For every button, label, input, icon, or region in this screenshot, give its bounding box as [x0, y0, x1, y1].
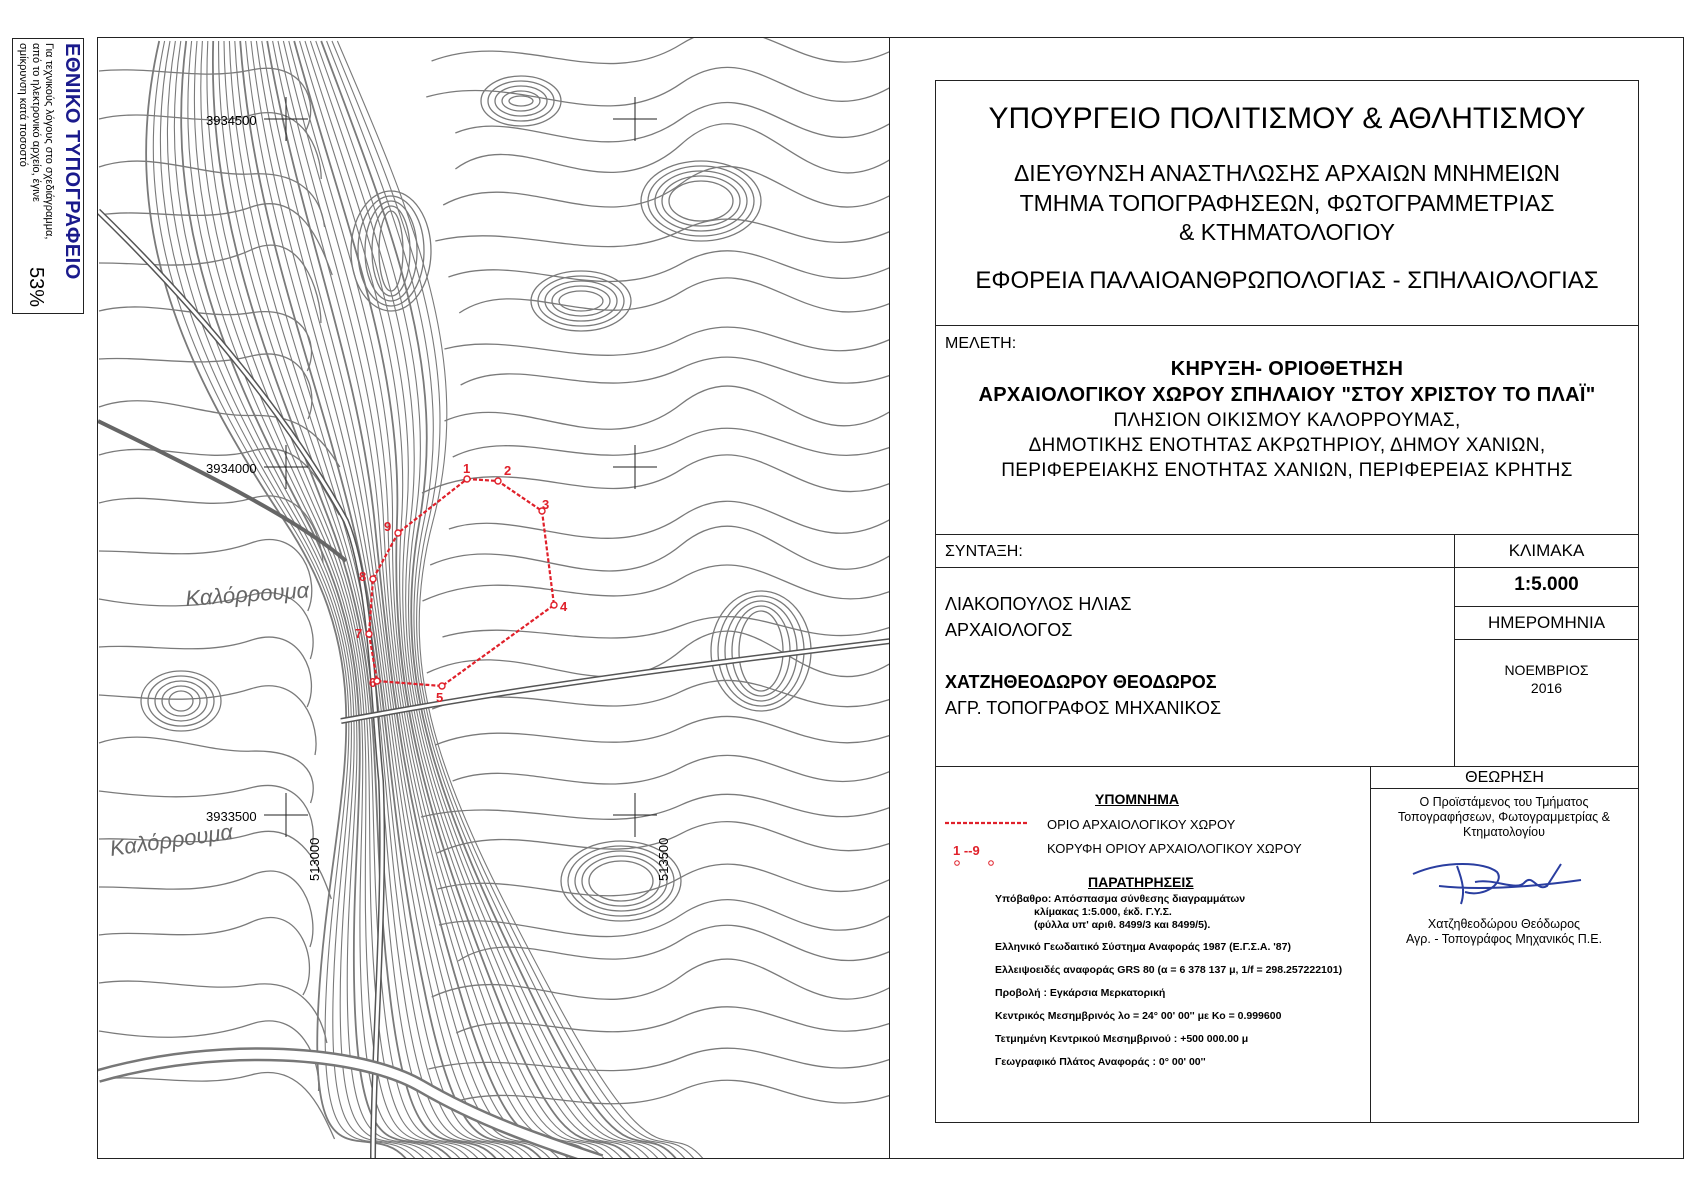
boundary-vertex-5[interactable]: [439, 683, 445, 689]
contour-line: [422, 455, 890, 493]
contour-line: [99, 637, 311, 707]
note-line-2: κλίμακας 1:5.000, έκδ. Γ.Υ.Σ.: [1034, 906, 1172, 918]
contour-loop: [641, 161, 761, 241]
contour-loop: [141, 671, 221, 731]
stamp-text-line-2: από το ηλεκτρονικό αρχείο, έγινε: [30, 43, 42, 202]
scale-label: ΚΛΙΜΑΚΑ: [1508, 541, 1585, 560]
vertex-label-4: 4: [560, 599, 568, 614]
approval-line-2: Τοπογραφήσεων, Φωτογραμμετρίας &: [1397, 810, 1611, 824]
legend-vertex-dot-1: [955, 861, 960, 866]
legend-title: ΥΠΟΜΝΗΜΑ: [1095, 791, 1179, 807]
study-line-4: ΔΗΜΟΤΙΚΗΣ ΕΝΟΤΗΤΑΣ ΑΚΡΩΤΗΡΙΟΥ, ΔΗΜΟΥ ΧΑΝΙΩΝ,: [1028, 435, 1546, 456]
department-title: ΤΜΗΜΑ ΤΟΠΟΓΡΑΦΗΣΕΩΝ, ΦΩΤΟΓΡΑΜΜΕΤΡΙΑΣ: [1019, 190, 1555, 216]
approval-divider: [1370, 788, 1639, 789]
contour-loop: [545, 281, 617, 321]
study-line-1: ΚΗΡΥΞΗ- ΟΡΙΟΘΕΤΗΣΗ: [1170, 358, 1404, 380]
date-value-box: [1454, 639, 1639, 767]
vertex-label-5: 5: [436, 690, 444, 705]
northing-label-3: 3933500: [206, 809, 257, 824]
contour-line: [99, 918, 309, 995]
contour-loop: [582, 856, 660, 906]
topographic-map[interactable]: [97, 37, 890, 1159]
date-label: ΗΜΕΡΟΜΗΝΙΑ: [1487, 613, 1606, 632]
northing-label-2: 3934000: [206, 461, 257, 476]
contour-line: [421, 794, 890, 819]
contour-loop: [488, 81, 554, 121]
stamp-percent: 53%: [25, 266, 47, 307]
notes-title: ΠΑΡΑΤΗΡΗΣΕΙΣ: [1088, 874, 1194, 890]
note-line-4: Ελληνικό Γεωδαιτικό Σύστημα Αναφοράς 1987 (Ε.Γ.Σ.Α. '87): [995, 941, 1291, 953]
note-line-1: Υπόβαθρο: Απόσπασμα σύνθεσης διαγραμμάτων: [995, 893, 1246, 905]
ephorate-title: ΕΦΟΡΕΙΑ ΠΑΛΑΙΟΑΝΘΡΩΠΟΛΟΓΙΑΣ - ΣΠΗΛΑΙΟΛΟΓΙΑΣ: [975, 267, 1599, 294]
boundary-vertex-8[interactable]: [370, 576, 376, 582]
contour-line: [99, 1072, 335, 1139]
contour-loop: [155, 681, 207, 721]
vertex-label-8: 8: [359, 569, 367, 584]
contour-line: [278, 41, 606, 1159]
contour-loop: [365, 201, 417, 301]
vertex-label-1: 1: [463, 461, 471, 476]
author-1-name: ΛΙΑΚΟΠΟΥΛΟΣ ΗΛΙΑΣ: [945, 594, 1132, 614]
author-2-name: ΧΑΤΖΗΘΕΟΔΩΡΟΥ ΘΕΟΔΩΡΟΣ: [945, 672, 1217, 692]
contour-line: [453, 755, 890, 784]
contour-loop: [509, 96, 533, 106]
boundary-vertex-9[interactable]: [395, 530, 401, 536]
legend-vertex-text: ΚΟΡΥΦΗ ΟΡΙΟΥ ΑΡΧΑΙΟΛΟΓΙΚΟΥ ΧΩΡΟΥ: [1047, 841, 1302, 856]
legend-boundary-text: ΟΡΙΟ ΑΡΧΑΙΟΛΟΓΙΚΟΥ ΧΩΡΟΥ: [1047, 817, 1236, 832]
contour-line: [459, 278, 890, 313]
roads: [98, 211, 890, 1159]
contour-line: [428, 1048, 890, 1070]
contour-line: [444, 386, 890, 429]
contour-line: [461, 357, 890, 385]
contour-line: [422, 565, 890, 601]
note-line-9: Γεωγραφικό Πλάτος Αναφοράς : 0° 00' 00'': [995, 1056, 1206, 1068]
place-name-kalorrouma-1: Καλόρρουμα: [184, 577, 310, 611]
national-printing-stamp: [12, 38, 84, 314]
note-line-8: Τετμημένη Κεντρικού Μεσημβρινού : +500 000.00 μ: [995, 1033, 1249, 1045]
scale-value: 1:5.000: [1514, 574, 1579, 595]
contour-line: [435, 716, 890, 745]
author-2-role: ΑΓΡ. ΤΟΠΟΓΡΑΦΟΣ ΜΗΧΑΝΙΚΟΣ: [945, 698, 1222, 718]
approval-role: Αγρ. - Τοπογράφος Μηχανικός Π.Ε.: [1405, 932, 1603, 946]
approval-line-3: Κτηματολογίου: [1463, 825, 1545, 839]
study-line-2: ΑΡΧΑΙΟΛΟΓΙΚΟΥ ΧΩΡΟΥ ΣΠΗΛΑΙΟΥ "ΣΤΟΥ ΧΡΙΣΤΟΥ ΤΟ ΠΛΑΪ": [978, 384, 1596, 406]
contour-line: [432, 959, 890, 999]
compiled-label: ΣΥΝΤΑΞΗ:: [945, 543, 1023, 560]
boundary-vertex-1[interactable]: [464, 476, 470, 482]
approval-title: ΘΕΩΡΗΣΗ: [1465, 769, 1544, 786]
contour-line: [448, 251, 890, 282]
contour-line: [99, 161, 325, 227]
contour-line: [435, 219, 890, 247]
note-line-5: Ελλειψοειδές αναφοράς GRS 80 (α = 6 378 137 μ, 1/f = 298.257222101): [995, 964, 1343, 976]
boundary-vertex-7[interactable]: [366, 631, 372, 637]
boundary-vertex-2[interactable]: [495, 478, 501, 484]
contour-line: [455, 103, 890, 142]
contour-line: [449, 501, 890, 538]
stamp-text-line-1: Για τεχνικούς λόγους στο σχεδιάγραμμα,: [43, 43, 55, 240]
contour-loop: [169, 691, 193, 711]
contour-line: [442, 617, 890, 638]
contour-line: [99, 686, 316, 755]
contour-line: [426, 67, 890, 106]
main-road-inner: [98, 211, 382, 1159]
legend-vertex-dot-9: [989, 861, 994, 866]
easting-label-1: 513000: [307, 837, 322, 881]
contour-line: [99, 245, 321, 323]
directorate-title: ΔΙΕΥΘΥΝΣΗ ΑΝΑΣΤΗΛΩΣΗΣ ΑΡΧΑΙΩΝ ΜΝΗΜΕΙΩΝ: [1013, 160, 1561, 186]
contour-line: [458, 925, 890, 961]
contour-loop: [739, 611, 783, 691]
date-year: 2016: [1530, 680, 1563, 696]
title-block: [935, 80, 1639, 1123]
department-title-2: & ΚΤΗΜΑΤΟΛΟΓΙΟΥ: [1179, 219, 1395, 245]
study-line-3: ΠΛΗΣΙΟΝ ΟΙΚΙΣΜΟΥ ΚΑΛΟΡΡΟΥΜΑΣ,: [1113, 410, 1461, 431]
stamp-text-line-3: σμίκρυνση κατά ποσοστό: [17, 43, 29, 167]
ministry-title: ΥΠΟΥΡΓΕΙΟ ΠΟΛΙΤΙΣΜΟΥ & ΑΘΛΗΤΙΣΜΟΥ: [988, 102, 1586, 135]
northing-label-1: 3934500: [206, 113, 257, 128]
vertex-label-2: 2: [504, 463, 512, 478]
contour-loop: [379, 211, 403, 291]
vertex-label-6: 6: [369, 675, 377, 690]
study-label: ΜΕΛΕΤΗ:: [945, 335, 1017, 352]
vertex-label-7: 7: [355, 626, 363, 641]
contour-line: [430, 526, 890, 571]
easting-label-2: 513500: [656, 837, 671, 881]
contour-line: [444, 327, 890, 355]
contour-loop: [669, 181, 733, 221]
stamp-rotated-content: [17, 43, 83, 311]
contour-line: [443, 166, 890, 207]
place-name-kalorrouma-2: Καλόρρουμα: [108, 818, 235, 861]
boundary-vertex-4[interactable]: [551, 602, 557, 608]
contour-line: [432, 38, 890, 64]
legend-symbols: [943, 811, 1033, 871]
contour-line: [267, 41, 588, 1159]
date-month: ΝΟΕΜΒΡΙΟΣ: [1504, 662, 1589, 678]
vertex-label-3: 3: [542, 497, 550, 512]
contour-line: [99, 737, 313, 803]
note-line-6: Προβολή : Εγκάρσια Μερκατορική: [995, 987, 1166, 999]
note-line-3: (φύλλα υπ' αριθ. 8499/3 και 8499/5).: [1034, 919, 1211, 931]
contour-line: [453, 428, 890, 457]
vertex-label-9: 9: [384, 519, 392, 534]
note-line-7: Κεντρικός Μεσημβρινός λο = 24° 00' 00'' με Κο = 0.999600: [995, 1010, 1282, 1022]
signature: [1405, 852, 1605, 912]
main-road: [98, 211, 382, 1159]
grid-crosses: [264, 97, 657, 837]
approval-name: Χατζηθεοδώρου Θεόδωρος: [1427, 917, 1581, 931]
author-1-role: ΑΡΧΑΙΟΛΟΓΟΣ: [945, 620, 1073, 640]
contour-loop: [372, 206, 410, 296]
contour-loop: [481, 76, 561, 126]
study-line-5: ΠΕΡΙΦΕΡΕΙΑΚΗΣ ΕΝΟΤΗΤΑΣ ΧΑΝΙΩΝ, ΠΕΡΙΦΕΡΕΙΑΣ ΚΡΗΤΗΣ: [1001, 460, 1573, 481]
approval-line-1: Ο Προϊστάμενος του Τμήματος: [1419, 795, 1589, 809]
contour-line: [99, 871, 313, 947]
contour-loop: [538, 276, 624, 326]
legend-vertex-symbol: 1 --9: [953, 843, 980, 858]
contour-loop: [148, 676, 214, 726]
map-canvas: [98, 38, 890, 1159]
contour-loop: [662, 176, 740, 226]
contour-line: [445, 1080, 890, 1105]
stamp-title: ΕΘΝΙΚΟ ΤΥΠΟΓΡΑΦΕΙΟ: [61, 43, 83, 280]
